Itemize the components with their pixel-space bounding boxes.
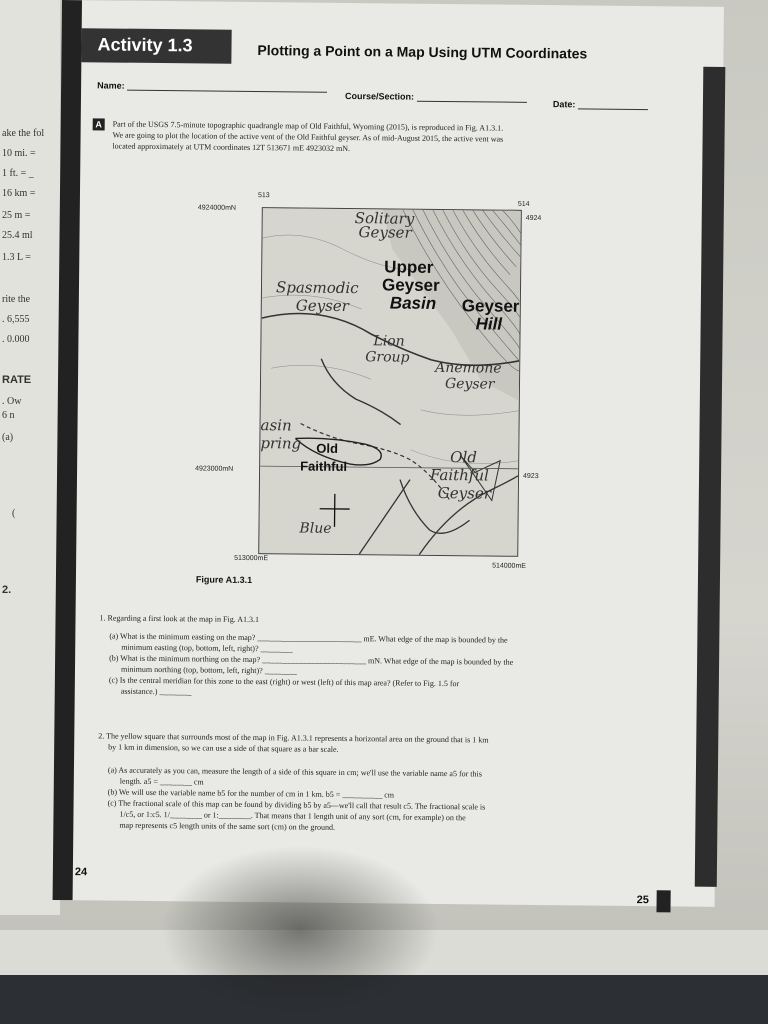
- left-fragment: (: [12, 508, 16, 519]
- question-1b-line: minimum northing (top, bottom, left, right)? ________: [120, 664, 297, 676]
- left-fragment: RATE: [2, 374, 32, 386]
- question-1c-line: assistance.) ________: [120, 686, 192, 697]
- name-label: Name:: [97, 80, 125, 91]
- question-1a-line: (a) What is the minimum easting on the map? __________________________ mE. What edge of the map is bounded by the: [109, 631, 508, 645]
- left-fragment: . 0.000: [2, 334, 30, 345]
- map-left-coord-top: 4924000mN: [197, 204, 237, 212]
- map-label-group: Group: [365, 349, 410, 366]
- map-bottom-coord-right: 514000mE: [492, 562, 526, 570]
- date-line: [578, 100, 648, 110]
- left-fragment: . Ow: [2, 396, 22, 407]
- left-fragment: 1.3 L =: [2, 252, 31, 263]
- left-fragment: 6 n: [2, 410, 15, 421]
- intro-line: Part of the USGS 7.5-minute topographic quadrangle map of Old Faithful, Wyoming (2015), is reproduced in Fig. A1.3.1.: [112, 119, 504, 133]
- map-label-solitary: Solitary: [354, 209, 415, 228]
- map-label-spring: pring: [260, 434, 302, 453]
- question-1a: [109, 631, 670, 703]
- intro-line: We are going to plot the location of the active vent of the Old Faithful geyser. As of mid-August 2015, the active vent was: [112, 130, 504, 144]
- activity-label: Activity 1.3: [97, 34, 193, 56]
- name-field: [97, 80, 327, 92]
- map-label-old-italic: Old: [450, 448, 478, 467]
- map-left-coord-bottom: 4923000mN: [195, 465, 234, 473]
- map-label-basin: Basin: [389, 293, 437, 313]
- course-label: Course/Section:: [344, 90, 415, 102]
- left-fragment: (a): [2, 432, 14, 443]
- question-2b-line: (b) We will use the variable name b5 for the number of cm in 1 km. b5 = __________ cm: [107, 787, 395, 800]
- left-fragment: 2.: [2, 584, 12, 596]
- question-1c-line: (c) Is the central meridian for this zone to the east (right) or west (left) of this map area? (Refer to Fig. 1.5 for: [108, 675, 460, 689]
- course-field: [345, 91, 527, 103]
- date-field: [553, 99, 648, 110]
- page-number-right: 25: [636, 894, 649, 907]
- name-line: [127, 82, 327, 93]
- map-label-geyser-old-faithful: Geyser: [437, 483, 492, 503]
- question-2a-line: (a) As accurately as you can, measure the length of a side of this square in cm; we'll use the variable name a5 for this: [107, 765, 482, 779]
- map-right-tick-top: 4924: [525, 214, 542, 223]
- figure-caption: Figure A1.3.1: [195, 574, 253, 586]
- question-2c-line: 1/c5, or 1:c5. 1/________ or 1:________. That means that 1 length unit of any sort (cm, for example) on the: [119, 809, 466, 823]
- question-1a-line: minimum easting (top, bottom, left, right)? ________: [121, 642, 293, 654]
- left-fragment: . 6,555: [2, 314, 30, 325]
- map-label-hill: Hill: [475, 314, 503, 334]
- question-2a-line: length. a5 = ________ cm: [119, 776, 204, 787]
- map-label-upper: Upper: [384, 257, 434, 277]
- page-number-block: [656, 890, 670, 912]
- question-2c-line: map represents c5 length units of the same sort (cm) on the ground.: [119, 820, 336, 832]
- course-line: [416, 93, 526, 103]
- intro-line: located approximately at UTM coordinates 12T 513671 mE 4923032 mN.: [112, 141, 351, 154]
- workbook-page: [53, 0, 724, 907]
- page-number-left: 24: [74, 866, 88, 879]
- left-fragment: 1 ft. = _: [2, 168, 34, 179]
- question-2-line: by 1 km in dimension, so we can use a side of that square as a bar scale.: [108, 742, 339, 754]
- topographic-map: [258, 207, 522, 557]
- intro-paragraph: [112, 119, 672, 158]
- left-fragment: ake the fol: [2, 128, 45, 139]
- question-2c-line: (c) The fractional scale of this map can be found by dividing b5 by a5—we'll call that result c5. The fractional scale is: [107, 798, 486, 812]
- section-letter: A: [93, 118, 105, 130]
- map-label-faithful: Faithful: [300, 458, 348, 475]
- question-2: [98, 730, 678, 758]
- map-bottom-coord-left: 513000mE: [234, 554, 269, 563]
- map-right-tick-bottom: 4923: [523, 472, 539, 481]
- map-corner-label-514: 514: [517, 200, 530, 208]
- left-fragment: 25 m =: [2, 210, 31, 221]
- left-fragment: rite the: [2, 294, 31, 305]
- question-1: 1. Regarding a first look at the map in Fig. A1.3.1: [99, 613, 260, 625]
- map-label-anemone: Anemone: [435, 359, 502, 377]
- map-label-blue: Blue: [299, 520, 332, 537]
- left-fragment: 16 km =: [2, 188, 36, 199]
- map-label-anemone-geyser: Geyser: [444, 376, 495, 393]
- phone-shadow: [160, 845, 440, 1015]
- question-1b-line: (b) What is the minimum northing on the map? __________________________ mN. What edge of the map is bounded by the: [109, 653, 514, 667]
- map-label-lion: Lion: [373, 333, 405, 350]
- map-label-geyser: Geyser: [358, 223, 412, 242]
- map-label-faithful-italic: Faithful: [429, 465, 489, 485]
- activity-label-band: [81, 28, 231, 64]
- question-2-line: 2. The yellow square that surrounds most of the map in Fig. A1.3.1 represents a horizontal area on the ground that is 1 km: [98, 731, 489, 745]
- map-label-geyser-hill: Geyser: [461, 296, 520, 316]
- page-title: Plotting a Point on a Map Using UTM Coordinates: [257, 42, 588, 62]
- map-label-spasmodic: Spasmodic: [275, 278, 359, 298]
- date-label: Date:: [552, 99, 576, 110]
- map-label-spasmodic-geyser: Geyser: [295, 296, 349, 316]
- left-page: [0, 0, 60, 915]
- left-fragment: 25.4 ml: [2, 230, 33, 241]
- map-corner-label-513: 513: [257, 192, 270, 200]
- left-fragment: 10 mi. =: [2, 148, 36, 159]
- question-2-parts: [107, 765, 678, 837]
- map-label-geyser-basin: Geyser: [381, 275, 440, 295]
- map-label-old: Old: [316, 440, 339, 456]
- map-label-basin-left: asin: [260, 416, 292, 435]
